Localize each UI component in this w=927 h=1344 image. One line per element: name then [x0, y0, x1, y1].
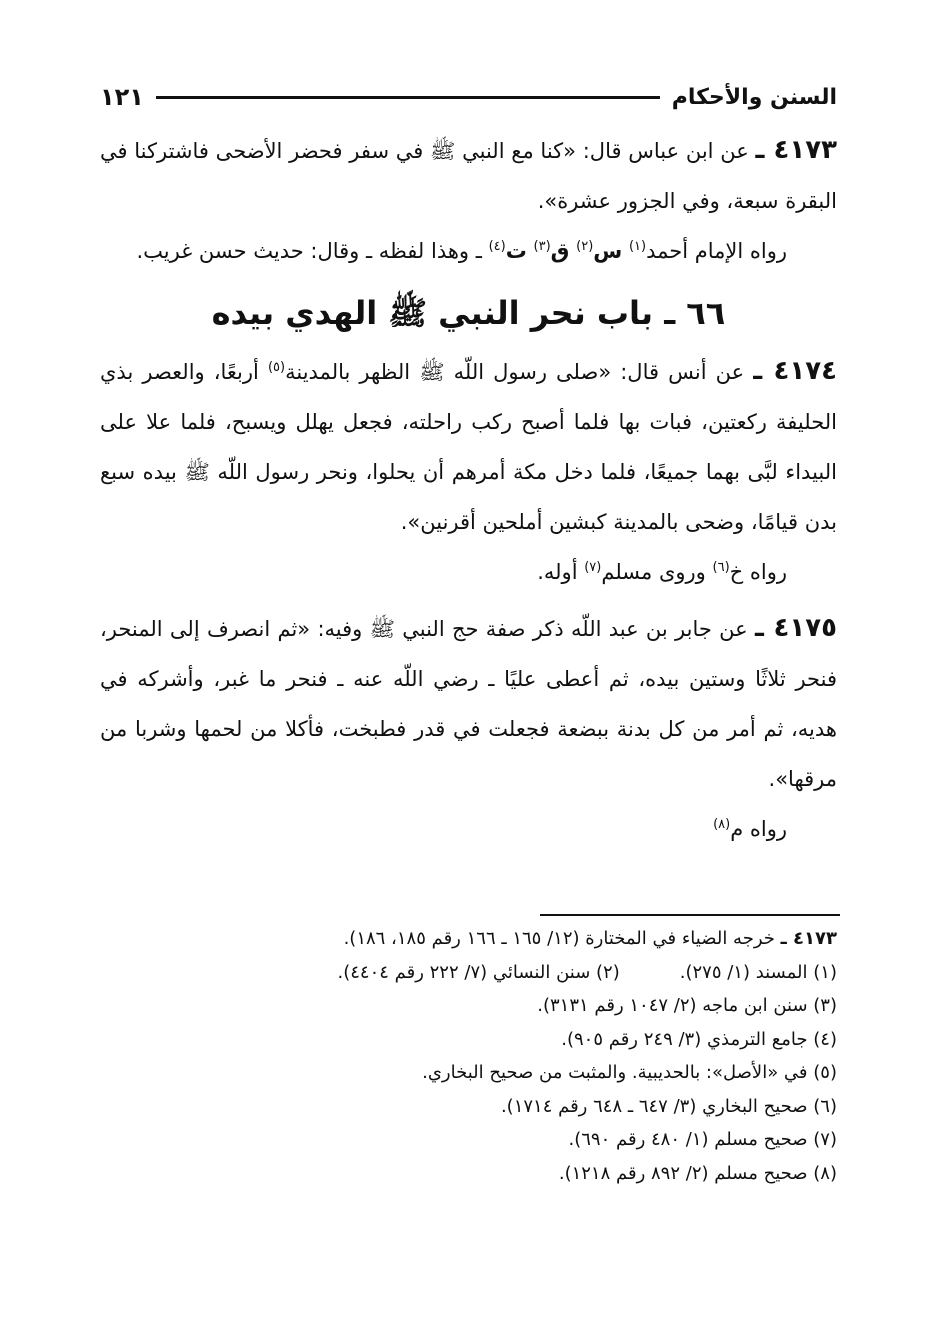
source-text: رواه الإمام أحمد: [646, 239, 787, 263]
page-number: ١٢١: [100, 83, 144, 111]
source-text: رواه م: [730, 817, 787, 841]
running-title: السنن والأحكام: [671, 84, 837, 110]
header-rule: [156, 96, 660, 99]
footnote-1: (١) المسند (١/ ٢٧٥).: [679, 961, 837, 983]
footnote-5: [100, 1056, 837, 1090]
footnote-ref: (٦): [712, 560, 730, 575]
footnote-number: ٤١٧٣ ـ: [780, 928, 837, 949]
footnote-ref: (١): [628, 239, 647, 254]
source-symbol: س: [593, 239, 623, 263]
footnote-ref: (٣): [533, 239, 551, 254]
footnote-ref: (٥): [267, 360, 286, 375]
hadith-text: عن جابر بن عبد اللّه ذكر صفة حج النبي ﷺ وفيه: «ثم انصرف إلى المنحر، فنحر ثلاثًا وستين بيده، ثم أعطى عليًا ـ رضي اللّه عنه ـ فنحر ما غبر، وأشركه في هديه، ثم أمر من كل بدنة ببضعة فجعلت في قدر فطبخت، فأكلا من لحمها وشربا من مرقها».: [100, 617, 837, 791]
footnote-2: (٢) سنن النسائي (٧/ ٢٢٢ رقم ٤٤٠٤).: [337, 961, 620, 983]
footnote-4173: [100, 922, 837, 956]
footnote-separator: [540, 914, 840, 916]
hadith-4175: [100, 603, 837, 804]
source-text: رواه خ: [729, 560, 787, 584]
footnote-8: [100, 1157, 837, 1191]
source-text: ـ وهذا لفظه ـ وقال: حديث حسن غريب.: [136, 239, 482, 263]
footnote-7: [100, 1123, 837, 1157]
chapter-heading: ٦٦ ـ باب نحر النبي ﷺ الهدي بيده: [211, 294, 726, 332]
source-text: أوله.: [537, 560, 578, 584]
page-header: [100, 80, 837, 114]
source-text: وروى مسلم: [601, 560, 706, 584]
hadith-number: ٤١٧٣ ـ: [755, 135, 837, 165]
footnote-6: [100, 1090, 837, 1124]
hadith-4173-source: [100, 226, 837, 276]
source-symbol: ت: [505, 239, 527, 263]
hadith-number: ٤١٧٤ ـ: [753, 356, 837, 386]
footnote-ref: (٢): [576, 239, 594, 254]
footnote-ref: (٨): [713, 817, 731, 832]
footnote-text: (٨) صحيح مسلم (٢/ ٨٩٢ رقم ١٢١٨).: [558, 1162, 837, 1184]
hadith-4175-source: [100, 804, 837, 854]
footnote-text: (٧) صحيح مسلم (١/ ٤٨٠ رقم ٦٩٠).: [568, 1129, 837, 1150]
hadith-text: عن أنس قال: «صلى رسول اللّه ﷺ الظهر بالمدينة: [285, 360, 745, 384]
footnote-text: (٥) في «الأصل»: بالحديبية. والمثبت من صحيح البخاري.: [422, 1062, 837, 1083]
hadith-text: عن ابن عباس قال: «كنا مع النبي ﷺ في سفر فحضر الأضحى فاشتركنا في البقرة سبعة، وفي الجزور عشرة».: [100, 139, 837, 213]
hadith-4174-source: [100, 547, 837, 597]
hadith-text: أربعًا، والعصر بذي الحليفة ركعتين، فبات بها فلما أصبح ركب راحلته، فجعل يهلل ويسبح، فلما علا على البيداء لبَّى بهما جميعًا، فلما دخل مكة أمرهم أن يحلوا، ونحر رسول اللّه ﷺ بيده سبع بدن قيامًا، وضحى بالمدينة كبشين أملحين أقرنين».: [100, 360, 837, 534]
hadith-4174: [100, 346, 837, 547]
hadith-4173: [100, 125, 837, 226]
footnote-ref: (٧): [584, 560, 602, 575]
footnotes: [100, 922, 837, 1190]
footnote-text: (٣) سنن ابن ماجه (٢/ ١٠٤٧ رقم ٣١٣١).: [537, 995, 837, 1016]
footnote-text: (٤) جامع الترمذي (٣/ ٢٤٩ رقم ٩٠٥).: [561, 1028, 837, 1050]
source-symbol: ق: [550, 239, 570, 263]
footnote-row: [100, 956, 837, 990]
footnote-text: (٦) صحيح البخاري (٣/ ٦٤٧ ـ ٦٤٨ رقم ١٧١٤).: [500, 1095, 837, 1117]
footnote-ref: (٤): [488, 239, 506, 254]
footnote-3: [100, 989, 837, 1023]
footnote-text: خرجه الضياء في المختارة (١٢/ ١٦٥ ـ ١٦٦ رقم ١٨٥، ١٨٦).: [343, 928, 775, 949]
footnote-4: [100, 1023, 837, 1057]
main-text: [100, 125, 837, 854]
hadith-number: ٤١٧٥ ـ: [754, 613, 837, 643]
